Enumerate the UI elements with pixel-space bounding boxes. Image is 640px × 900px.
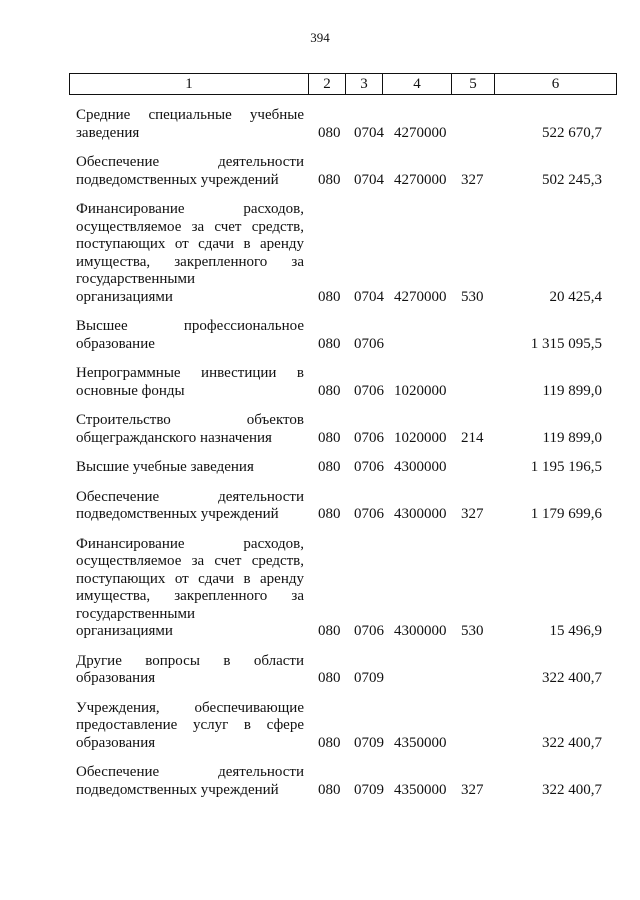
row-codes (0, 506, 640, 524)
description-line: образования (76, 670, 156, 686)
budget-table-body (0, 107, 640, 811)
target-article-code: 4350000 (394, 781, 447, 798)
table-row (0, 412, 640, 447)
section-code: 0706 (354, 459, 384, 475)
section-code: 0709 (354, 734, 384, 751)
row-codes (0, 459, 640, 477)
amount: 522 670,7 (542, 124, 602, 141)
description-line: образование (76, 335, 155, 352)
amount: 1 179 699,6 (530, 506, 602, 522)
section-code: 0706 (354, 429, 384, 446)
table-row (0, 489, 640, 524)
row-codes (0, 735, 640, 753)
expense-type-code: 327 (461, 781, 484, 798)
header-col-4: 4 (383, 74, 452, 95)
ministry-code: 080 (318, 335, 341, 352)
description-line: Высшие учебные заведения (76, 459, 254, 475)
table-row (0, 764, 640, 799)
table-row (0, 318, 640, 353)
description-line: Строительство объектов (76, 412, 304, 428)
amount: 119 899,0 (542, 382, 602, 399)
ministry-code: 080 (318, 382, 341, 399)
ministry-code: 080 (318, 171, 341, 188)
description-line: поступающих от сдачи в аренду (76, 570, 304, 587)
amount: 1 195 196,5 (530, 459, 602, 475)
row-codes (0, 125, 640, 143)
expense-type-code: 327 (461, 506, 484, 522)
amount: 15 496,9 (549, 623, 602, 639)
table-row (0, 107, 640, 142)
target-article-code: 4350000 (394, 734, 447, 751)
row-codes (0, 289, 640, 307)
section-code: 0709 (354, 670, 384, 686)
description-line: Финансирование расходов, (76, 535, 304, 552)
section-code: 0706 (354, 506, 384, 522)
table-row (0, 700, 640, 753)
description-line: Учреждения, обеспечивающие (76, 699, 304, 716)
description-line: Обеспечение деятельности (76, 488, 304, 505)
section-code: 0704 (354, 171, 384, 188)
table-row (0, 154, 640, 189)
row-codes (0, 172, 640, 190)
section-code: 0706 (354, 335, 384, 352)
target-article-code: 4270000 (394, 171, 447, 188)
amount: 1 315 095,5 (530, 335, 602, 352)
row-codes (0, 430, 640, 448)
target-article-code: 1020000 (394, 382, 447, 399)
ministry-code: 080 (318, 288, 341, 305)
row-codes (0, 623, 640, 641)
header-col-5: 5 (452, 74, 495, 95)
amount: 322 400,7 (542, 781, 602, 798)
ministry-code: 080 (318, 506, 341, 522)
header-col-3: 3 (346, 74, 383, 95)
description-line: осуществляемое за счет средств, (76, 218, 304, 235)
description-line: Финансирование расходов, (76, 201, 304, 217)
ministry-code: 080 (318, 734, 341, 751)
ministry-code: 080 (318, 429, 341, 446)
description-line: общегражданского назначения (76, 429, 272, 446)
description-line: поступающих от сдачи в аренду (76, 236, 304, 252)
section-code: 0704 (354, 288, 384, 305)
description-line: подведомственных учреждений (76, 171, 279, 188)
description-line: подведомственных учреждений (76, 506, 279, 522)
section-code: 0709 (354, 781, 384, 798)
amount: 20 425,4 (549, 288, 602, 305)
target-article-code: 4300000 (394, 459, 447, 475)
description-line: образования (76, 734, 156, 751)
amount: 119 899,0 (542, 429, 602, 446)
target-article-code: 4270000 (394, 288, 447, 305)
expense-type-code: 530 (461, 623, 484, 639)
description-line: организациями (76, 288, 173, 305)
description-line: подведомственных учреждений (76, 781, 279, 798)
table-row (0, 653, 640, 688)
description-line: Обеспечение деятельности (76, 154, 304, 170)
expense-type-code: 530 (461, 288, 484, 305)
header-col-6: 6 (495, 74, 617, 95)
table-row (0, 365, 640, 400)
header-col-1: 1 (70, 74, 309, 95)
description-line: Непрограммные инвестиции в (76, 365, 304, 381)
description-line: Другие вопросы в области (76, 652, 304, 669)
target-article-code: 1020000 (394, 429, 447, 446)
description-line: имущества, закрепленного за (76, 253, 304, 270)
description-line: государственными (76, 271, 195, 287)
row-codes (0, 336, 640, 354)
amount: 502 245,3 (542, 171, 602, 188)
page-number: 394 (310, 30, 330, 45)
table-row (0, 201, 640, 306)
ministry-code: 080 (318, 124, 341, 141)
section-code: 0706 (354, 623, 384, 639)
description-line: организациями (76, 623, 173, 639)
description-line: имущества, закрепленного за (76, 588, 304, 604)
target-article-code: 4270000 (394, 124, 447, 141)
row-codes (0, 670, 640, 688)
target-article-code: 4300000 (394, 623, 447, 639)
description-line: предоставление услуг в сфере (76, 717, 304, 733)
expense-type-code: 214 (461, 429, 484, 446)
row-codes (0, 782, 640, 800)
section-code: 0704 (354, 124, 384, 141)
expense-type-code: 327 (461, 171, 484, 188)
description-line: Обеспечение деятельности (76, 764, 304, 780)
description-line: осуществляемое за счет средств, (76, 553, 304, 569)
description-line: заведения (76, 124, 140, 141)
table-row (0, 536, 640, 641)
description-line: Средние специальные учебные (76, 107, 304, 123)
table-row (0, 459, 640, 477)
target-article-code: 4300000 (394, 506, 447, 522)
header-row (70, 74, 617, 95)
table-header (69, 73, 617, 95)
amount: 322 400,7 (542, 670, 602, 686)
ministry-code: 080 (318, 623, 341, 639)
ministry-code: 080 (318, 781, 341, 798)
header-col-2: 2 (309, 74, 346, 95)
ministry-code: 080 (318, 459, 341, 475)
row-codes (0, 383, 640, 401)
amount: 322 400,7 (542, 734, 602, 751)
description-line: основные фонды (76, 382, 185, 399)
description-line: Высшее профессиональное (76, 318, 304, 334)
section-code: 0706 (354, 382, 384, 399)
description-line: государственными (76, 605, 195, 622)
ministry-code: 080 (318, 670, 341, 686)
